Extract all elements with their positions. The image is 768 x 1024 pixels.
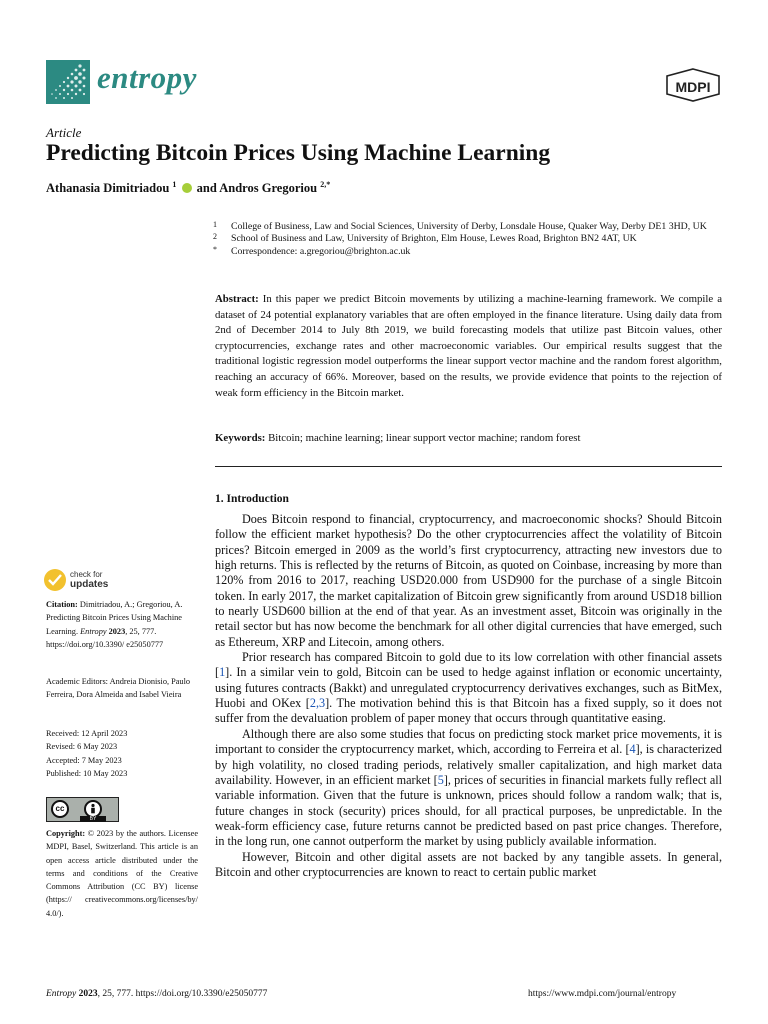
cc-by-license-icon[interactable] <box>46 797 119 822</box>
publisher-name: MDPI <box>675 79 711 95</box>
check-for-updates-button[interactable] <box>44 568 144 594</box>
published-date: Published: 10 May 2023 <box>46 768 128 778</box>
citation-year: 2023 <box>108 626 126 636</box>
paragraph-text: Although there are also some studies that focus on predicting stock market price movements, it is important to consider the cryptocurrency market, which, according to Ferreira et al. [ <box>215 726 722 757</box>
affiliation-list <box>213 221 713 258</box>
keywords <box>215 432 722 444</box>
paragraph-text: ], is characterized by high volatility, no closed trading periods, relatively smaller capitalization, and high market data availability. However, in an efficient market [ <box>215 742 722 787</box>
cc-icon: cc <box>51 800 69 818</box>
paragraph: However, Bitcoin and other digital assets are not backed by any tangible assets. In general, Bitcoin and other cryptocurrencies are known to react to certain public market <box>215 849 722 879</box>
abstract <box>215 292 722 401</box>
paragraph-text: ], prices of securities in financial markets fully reflect all variable information. Given that the future is unknown, prices should follow a random walk; that is, future changes in stock (security) prices should, for all practical purposes, be unpredictable. In the weak-form efficiency case, future returns cannot be predicted based on past price changes. Therefore, in the long run, one cannot outperform the market by using publicly available information. <box>215 772 722 849</box>
footer-journal: Entropy <box>46 989 77 999</box>
paragraph-text: Prior research has compared Bitcoin to gold due to its low correlation with other financial assets [ <box>215 650 722 680</box>
by-label: BY <box>80 816 106 822</box>
paragraph <box>215 650 722 727</box>
affiliation-text: College of Business, Law and Social Sciences, University of Derby, Lonsdale House, Quaker Way, Derby DE1 3HD, UK <box>231 221 707 232</box>
mdpi-logo-icon <box>665 68 721 102</box>
footer-url-link[interactable]: https://www.mdpi.com/journal/entropy <box>528 989 677 999</box>
copyright-text: © 2023 by the authors. Licensee MDPI, Basel, Switzerland. This article is an open access article distributed under the terms and conditions of the Creative Commons Attribution (CC BY) license (https:// creativecommons.org/licenses/by/ 4.0/). <box>46 829 199 918</box>
affiliation-item <box>213 221 713 233</box>
footer-doi-link[interactable]: , 25, 777. https://doi.org/10.3390/e25050777 <box>97 989 268 999</box>
journal-name: entropy <box>97 60 197 95</box>
author-name[interactable]: and Andros Gregoriou <box>196 181 318 196</box>
keywords-label: Keywords: <box>215 432 266 444</box>
page-title: Predicting Bitcoin Prices Using Machine Learning <box>46 140 551 166</box>
copyright-label: Copyright: <box>46 829 86 838</box>
accepted-date: Accepted: 7 May 2023 <box>46 755 122 765</box>
updates-label: check for <box>70 570 103 579</box>
editors-block <box>46 675 204 702</box>
citation-label: Citation: <box>46 600 78 609</box>
citation-link[interactable]: 1 <box>219 665 226 680</box>
abstract-text: In this paper we predict Bitcoin movements by utilizing a machine-learning framework. We compile a dataset of 24 potential explanatory variables that are often employed in the finance literature. Using daily data from 2nd of December 2014 to July 8th 2019, we build forecasting models that utilize past Bitcoin values, other cryptocurrencies, exchange rates and other macroeconomic variables. Our empirical results suggest that the traditional logistic regression model outperforms the linear support vector machine and the random forest algorithm, reaching an accuracy of 66%. Moreover, based on the results, we provide evidence that points to the rejection of weak form efficiency in the Bitcoin market. <box>215 293 722 399</box>
section-heading: 1. Introduction <box>215 493 289 505</box>
divider <box>215 466 722 467</box>
dates-block <box>46 727 204 780</box>
citation-journal: Entropy <box>80 626 107 636</box>
footer-year: 2023 <box>78 989 98 999</box>
author-affil-mark: 2,* <box>320 180 331 189</box>
keywords-text: Bitcoin; machine learning; linear support vector machine; random forest <box>268 432 581 444</box>
citation-doi-link[interactable]: , 25, 777. https://doi.org/10.3390/ e25050777 <box>46 626 164 649</box>
affiliation-item <box>213 246 713 258</box>
paragraph-text: ]. In a similar vein to gold, Bitcoin can be used to hedge against inflation or economic uncertainty, using futures contracts (Bakkt) and unregulated cryptocurrency derivatives exchanges, such as BitMex, Huobi and OKex [ <box>215 665 722 711</box>
citation-block <box>46 598 204 651</box>
paragraph-text: ]. The motivation behind this is that Bitcoin has a fixed supply, so it does not suffer from the devaluation problem of paper money that occurs through quantitative easing. <box>215 696 722 726</box>
citation-link[interactable]: 4 <box>629 742 636 757</box>
received-date: Received: 12 April 2023 <box>46 729 128 738</box>
citation-text: Dimitriadou, A.; Gregoriou, A. Predicting Bitcoin Prices Using Machine Learning. <box>46 600 183 636</box>
footer-citation <box>46 989 267 999</box>
affiliation-mark: * <box>213 244 217 254</box>
editors-label: Academic Editors: <box>46 677 108 686</box>
article-type: Article <box>46 125 82 140</box>
body-text <box>215 512 722 880</box>
citation-link[interactable]: 5 <box>437 772 444 787</box>
affiliation-text: School of Business and Law, University of Brighton, Elm House, Lewes Road, Brighton BN2 4AT, UK <box>231 233 637 245</box>
orcid-icon[interactable] <box>182 183 192 193</box>
author-name[interactable]: Athanasia Dimitriadou <box>46 181 170 196</box>
affiliation-mark: 2 <box>213 232 217 242</box>
citation-link[interactable]: 2,3 <box>309 696 326 711</box>
journal-logo-icon <box>46 60 90 104</box>
paragraph <box>215 727 722 850</box>
affiliation-mark: 1 <box>213 220 217 229</box>
author-list <box>46 180 330 196</box>
revised-date: Revised: 6 May 2023 <box>46 742 118 752</box>
paragraph: Does Bitcoin respond to financial, cryptocurrency, and macroeconomic shocks? Should Bitcoin follow the efficient market hypothesis? Do the other cryptocurrencies affect the volatility of Bitcoin prices? Bitcoin emerged in 2009 as the world’s first cryptocurrency, attracting new investors due to high returns. This is reflected by the returns of Bitcoin, as quoted on Coinbase, increasing by more than 120% from 2016 to 2017, reaching USD20.000 from USD900 for the purchase of a single Bitcoin token. In early 2017, the market capitalization of Bitcoin grew significantly from around USD18 billion to nearly USD600 billion at the end of that year. As an investment asset, Bitcoin was originally in the retail sector but has now become the benchmark for all other digital currencies that have emerged, such as Ethereum, XRP and Litecoin, among others. <box>215 512 722 649</box>
author-affil-mark: 1 <box>172 180 177 189</box>
updates-label: updates <box>70 579 109 590</box>
abstract-label: Abstract: <box>215 293 259 305</box>
editors-text: Andreia Dionisio, Paulo Ferreira, Dora Almeida and Isabel Vieira <box>46 677 191 700</box>
copyright-block <box>46 827 198 920</box>
check-icon <box>44 569 66 591</box>
affiliation-item <box>213 233 713 245</box>
correspondence-email[interactable]: Correspondence: a.gregoriou@brighton.ac.uk <box>231 245 411 257</box>
